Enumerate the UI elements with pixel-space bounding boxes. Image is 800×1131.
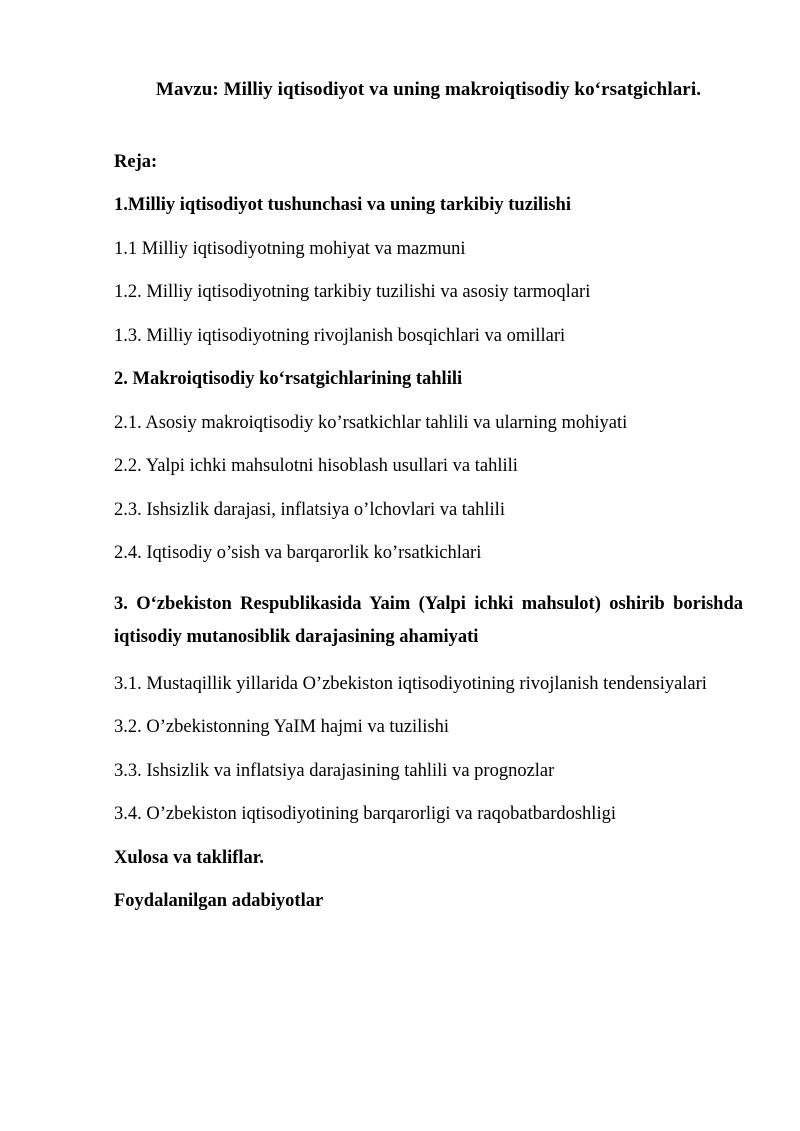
section-1-item-1: 1.1 Milliy iqtisodiyotning mohiyat va mazmuni (114, 238, 466, 259)
section-3-item-4: 3.4. O’zbekiston iqtisodiyotining barqarorligi va raqobatbardoshligi (114, 804, 616, 825)
section-3-item-1: 3.1. Mustaqillik yillarida O’zbekiston iqtisodiyotining rivojlanish tendensiyalari (114, 673, 707, 694)
references-heading: Foydalanilgan adabiyotlar (114, 891, 324, 912)
section-1-item-3: 1.3. Milliy iqtisodiyotning rivojlanish bosqichlari va omillari (114, 325, 566, 346)
conclusion-heading: Xulosa va takliflar. (114, 847, 264, 868)
section-2-item-1: 2.1. Asosiy makroiqtisodiy ko’rsatkichlar tahlili va ularning mohiyati (114, 412, 628, 433)
plan-label: Reja: (114, 151, 158, 172)
section-3-heading-line-1: 3. Oʻzbekiston Respublikasida Yaim (Yalpi ichki mahsulot) oshirib borishda (114, 593, 743, 614)
section-2-item-3: 2.3. Ishsizlik darajasi, inflatsiya o’lchovlari va tahlili (114, 499, 505, 520)
section-1-item-2: 1.2. Milliy iqtisodiyotning tarkibiy tuzilishi va asosiy tarmoqlari (114, 282, 591, 303)
section-3-item-2: 3.2. O’zbekistonning YaIM hajmi va tuzilishi (114, 717, 450, 738)
section-1-heading: 1.Milliy iqtisodiyot tushunchasi va uning tarkibiy tuzilishi (114, 195, 571, 216)
page-title: Mavzu: Milliy iqtisodiyot va uning makroiqtisodiy koʻrsatgichlari. (155, 79, 702, 100)
section-3-item-3: 3.3. Ishsizlik va inflatsiya darajasining tahlili va prognozlar (114, 760, 555, 781)
section-3-heading (114, 588, 743, 654)
title-spacer (114, 102, 743, 153)
document-content (114, 0, 743, 911)
section-2-item-2: 2.2. Yalpi ichki mahsulotni hisoblash usullari va tahlili (114, 456, 518, 477)
section-3-heading-line-2: iqtisodiy mutanosiblik darajasining ahamiyati (114, 626, 479, 647)
section-2-item-4: 2.4. Iqtisodiy o’sish va barqarorlik ko’rsatkichlari (114, 543, 482, 564)
section-2-heading: 2. Makroiqtisodiy koʻrsatgichlarining tahlili (114, 369, 463, 390)
